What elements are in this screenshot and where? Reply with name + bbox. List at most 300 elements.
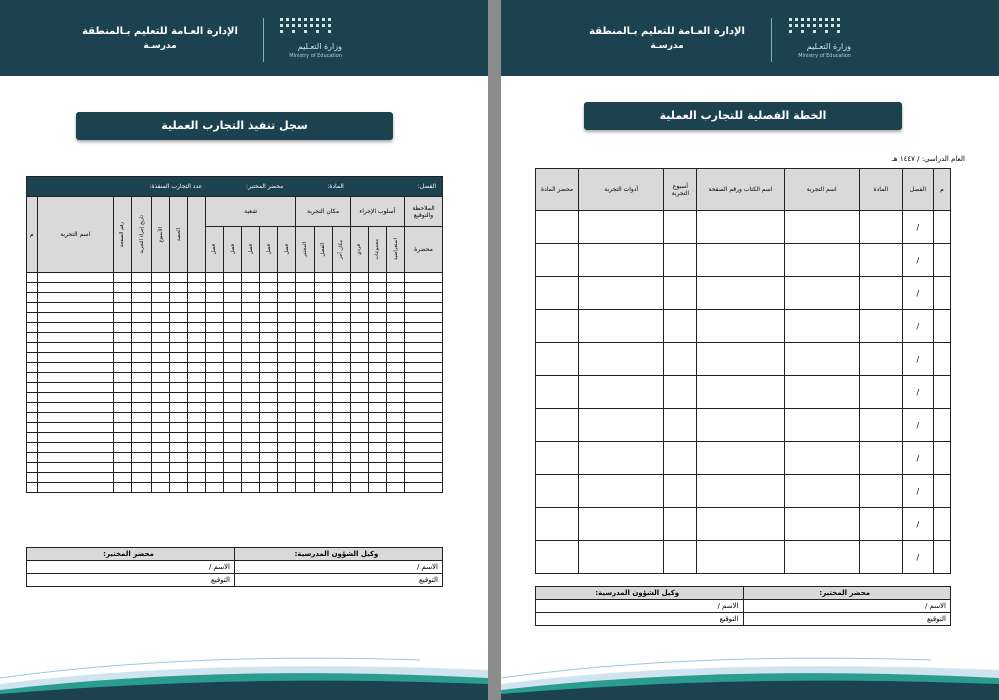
table-cell [296,403,314,413]
year-label: العام الدراسي: [921,155,965,163]
table-cell [332,353,350,363]
table-row [27,453,443,463]
table-cell [205,393,223,403]
table-cell [579,244,664,277]
table-cell [278,313,296,323]
table-cell [27,323,38,333]
table-cell [332,423,350,433]
ministry-name-en: Ministry of Education [289,53,342,59]
table-cell [188,293,206,303]
ministry-logo [272,16,342,62]
table-cell [113,343,131,353]
table-cell: / [902,541,933,574]
table-cell [205,303,223,313]
table-cell [368,323,386,333]
col-book-page: اسم الكتاب ورقم الصفحة [697,169,784,211]
table-cell [188,393,206,403]
table-row [27,293,443,303]
execution-record-rows [27,273,443,493]
table-cell [697,475,784,508]
method-item: استعراضية [392,238,399,261]
table-cell [27,403,38,413]
div-item: فصل [265,244,272,255]
table-cell [933,475,950,508]
table-cell [260,433,278,443]
table-cell [664,442,697,475]
table-cell [260,313,278,323]
table-cell [405,353,443,363]
table-cell [242,463,260,473]
table-cell [151,363,169,373]
lab-supervisor-label: محضر المختبر: [27,548,235,561]
table-cell [205,423,223,433]
table-cell [132,483,152,493]
table-cell [151,463,169,473]
table-cell [37,383,113,393]
table-cell [784,442,859,475]
table-row [27,353,443,363]
table-cell: / [902,211,933,244]
table-cell [536,376,579,409]
table-cell [223,303,241,313]
table-cell [784,376,859,409]
table-cell [332,413,350,423]
table-cell [933,508,950,541]
table-cell [278,373,296,383]
table-cell [368,293,386,303]
table-cell [37,443,113,453]
table-cell [405,483,443,493]
table-cell [579,442,664,475]
name-field: الاسم / [743,600,951,613]
col-experiment-name: اسم التجربة [784,169,859,211]
table-cell [697,310,784,343]
table-cell [260,423,278,433]
table-cell [170,433,188,443]
table-cell [188,423,206,433]
table-cell [170,403,188,413]
table-row [536,343,951,376]
table-cell [314,363,332,373]
table-cell [332,333,350,343]
table-cell [170,413,188,423]
col-num: م [933,169,950,211]
col-exec-date: تاريخ إجراء التجربة [138,215,145,254]
table-cell [205,283,223,293]
table-cell [332,473,350,483]
table-cell [859,442,902,475]
table-cell [386,313,404,323]
table-cell [188,383,206,393]
table-cell [188,303,206,313]
table-cell [368,433,386,443]
sign-field: التوقيع [743,613,951,626]
table-cell [151,393,169,403]
table-cell [170,473,188,483]
table-cell [784,409,859,442]
admin-line1: الإدارة العـامة للتعليم بـالمنطقة [589,26,745,37]
table-row [27,383,443,393]
table-cell [278,413,296,423]
table-cell [350,273,368,283]
ministry-name-ar: وزارة التعـليم [297,42,342,51]
table-cell [697,508,784,541]
table-cell [242,303,260,313]
table-cell [260,463,278,473]
table-cell [368,333,386,343]
table-cell [223,363,241,373]
table-cell [332,463,350,473]
col-place: مكان التجربة [296,197,350,227]
table-cell [405,393,443,403]
table-cell [296,293,314,303]
table-cell [242,313,260,323]
footer-wave [0,650,488,700]
table-cell [405,323,443,333]
table-cell [151,473,169,483]
table-cell [314,333,332,343]
table-cell [296,433,314,443]
table-cell [405,363,443,373]
table-cell [332,273,350,283]
table-cell [296,323,314,333]
table-cell [242,453,260,463]
table-cell: / [902,475,933,508]
table-cell [386,333,404,343]
table-cell [784,343,859,376]
table-cell [784,211,859,244]
table-cell [386,303,404,313]
table-cell [223,433,241,443]
table-cell [386,323,404,333]
table-cell [37,403,113,413]
table-cell [132,333,152,343]
table-cell [132,423,152,433]
table-cell [205,353,223,363]
table-cell [405,283,443,293]
table-row [27,313,443,323]
col-division: شعبة [205,197,296,227]
table-cell [170,353,188,363]
table-cell [859,409,902,442]
table-cell [132,443,152,453]
table-cell: / [902,244,933,277]
table-cell [314,383,332,393]
col-tools: أدوات التجربة [579,169,664,211]
table-cell [260,363,278,373]
table-cell [188,413,206,423]
table-cell [405,403,443,413]
table-cell [784,508,859,541]
table-row [27,303,443,313]
table-cell [223,463,241,473]
table-cell [350,373,368,383]
table-cell [278,353,296,363]
table-cell [697,442,784,475]
table-cell [664,211,697,244]
table-cell [132,273,152,283]
table-cell [579,343,664,376]
table-cell [278,393,296,403]
table-cell [386,283,404,293]
table-cell [113,363,131,373]
table-cell [933,376,950,409]
table-cell [386,343,404,353]
table-cell [205,483,223,493]
sign-field: التوقيع [235,574,443,587]
table-cell [132,433,152,443]
table-cell [697,343,784,376]
table-cell [664,376,697,409]
table-cell [405,443,443,453]
admin-name [567,24,767,54]
table-cell [223,373,241,383]
table-cell [405,383,443,393]
table-cell [314,393,332,403]
table-cell [933,244,950,277]
info-lab-supervisor: محضر المختبر: [246,183,284,190]
table-cell [223,353,241,363]
table-cell [368,463,386,473]
table-cell [664,343,697,376]
table-cell [278,283,296,293]
page-header [0,0,488,76]
table-row [27,393,443,403]
table-cell [151,423,169,433]
table-cell [933,541,950,574]
table-cell [350,463,368,473]
header-row-1 [27,197,443,227]
table-cell [368,393,386,403]
table-row [536,244,951,277]
table-cell [223,273,241,283]
signature-table [535,586,951,626]
table-cell [697,409,784,442]
table-row [27,413,443,423]
table-cell [37,343,113,353]
school-label: مدرسـة [650,41,684,51]
table-cell [242,443,260,453]
table-cell [405,313,443,323]
table-cell [386,473,404,483]
info-row [27,177,443,197]
table-cell [579,508,664,541]
table-cell [332,343,350,353]
info-class: الفصل: [417,183,436,190]
table-cell [278,483,296,493]
table-cell [332,373,350,383]
table-cell [314,423,332,433]
table-cell [242,393,260,403]
table-cell [242,273,260,283]
table-cell [859,277,902,310]
table-cell [170,463,188,473]
table-cell [132,363,152,373]
table-cell [27,483,38,493]
table-cell [579,409,664,442]
table-cell [405,413,443,423]
table-cell [536,508,579,541]
table-cell [205,343,223,353]
table-cell [350,403,368,413]
col-num: م [27,197,38,273]
table-cell [314,273,332,283]
table-cell [151,303,169,313]
table-cell [332,313,350,323]
table-cell [933,409,950,442]
table-cell [332,433,350,443]
table-cell [278,453,296,463]
table-cell [536,277,579,310]
table-cell [113,333,131,343]
table-cell [278,423,296,433]
table-cell [386,433,404,443]
table-cell [242,383,260,393]
col-experiment-name: اسم التجربة [37,197,113,273]
table-cell [697,277,784,310]
footer-wave [501,650,999,700]
table-cell [132,303,152,313]
table-cell [260,393,278,403]
table-cell [132,293,152,303]
table-cell [151,373,169,383]
table-cell [296,423,314,433]
table-cell [242,333,260,343]
page-header [501,0,999,76]
table-cell [296,443,314,453]
table-cell [386,403,404,413]
table-cell [314,343,332,353]
signature-table [26,547,443,587]
table-cell [350,303,368,313]
table-cell [242,483,260,493]
table-cell [332,453,350,463]
table-cell: / [902,376,933,409]
table-cell [223,333,241,343]
info-subject: المادة: [327,183,344,190]
table-cell [296,463,314,473]
table-cell [205,413,223,423]
table-cell [188,363,206,373]
table-cell [170,393,188,403]
table-cell [350,393,368,403]
table-cell [579,376,664,409]
admin-line1: الإدارة العـامة للتعليم بـالمنطقة [82,26,238,37]
table-cell [37,363,113,373]
table-cell [314,463,332,473]
table-row [536,277,951,310]
school-leader-label: وكيل الشؤون المدرسية: [235,548,443,561]
table-cell [170,323,188,333]
table-cell [27,293,38,303]
term-plan-table [535,168,951,574]
table-cell [188,373,206,383]
table-cell [350,313,368,323]
table-cell [350,433,368,443]
table-cell [113,403,131,413]
table-cell [205,373,223,383]
table-cell [332,363,350,373]
table-cell [205,403,223,413]
table-cell [859,310,902,343]
table-cell [386,393,404,403]
table-cell [536,442,579,475]
header-divider [771,18,772,62]
table-cell [242,323,260,333]
table-cell [188,483,206,493]
table-cell: / [902,310,933,343]
table-cell [332,403,350,413]
table-cell [27,313,38,323]
table-cell [242,403,260,413]
col-week: أسبوع التجربة [664,169,697,211]
table-cell [296,363,314,373]
table-cell [223,293,241,303]
table-cell [37,313,113,323]
div-item: فصل [229,244,236,255]
ministry-logo-icon [781,16,851,42]
table-cell [37,373,113,383]
table-cell [132,413,152,423]
table-cell [188,473,206,483]
table-cell [296,483,314,493]
table-cell [296,353,314,363]
table-cell [170,293,188,303]
table-cell [132,323,152,333]
table-cell [368,353,386,363]
table-cell [314,403,332,413]
ministry-logo [781,16,851,62]
table-cell [223,283,241,293]
table-cell [278,433,296,443]
table-cell [37,273,113,283]
table-cell [278,323,296,333]
table-cell [223,343,241,353]
table-cell [132,463,152,473]
table-cell [170,363,188,373]
table-cell [314,473,332,483]
table-cell [933,343,950,376]
table-cell [386,353,404,363]
table-cell [188,273,206,283]
table-cell [859,211,902,244]
table-cell [113,273,131,283]
table-cell [859,244,902,277]
table-cell [151,483,169,493]
table-cell [27,353,38,363]
table-cell [37,303,113,313]
table-cell [27,423,38,433]
table-cell [188,443,206,453]
table-cell [242,283,260,293]
table-cell [113,433,131,443]
table-cell [37,323,113,333]
table-row [27,473,443,483]
table-cell [113,413,131,423]
table-cell [784,475,859,508]
table-cell [27,303,38,313]
table-cell [151,293,169,303]
table-cell [784,310,859,343]
table-cell [151,283,169,293]
table-cell [350,483,368,493]
table-cell [350,423,368,433]
col-subject: المادة [859,169,902,211]
signature-header [27,548,443,561]
table-cell [386,363,404,373]
table-cell [37,483,113,493]
table-cell [170,483,188,493]
